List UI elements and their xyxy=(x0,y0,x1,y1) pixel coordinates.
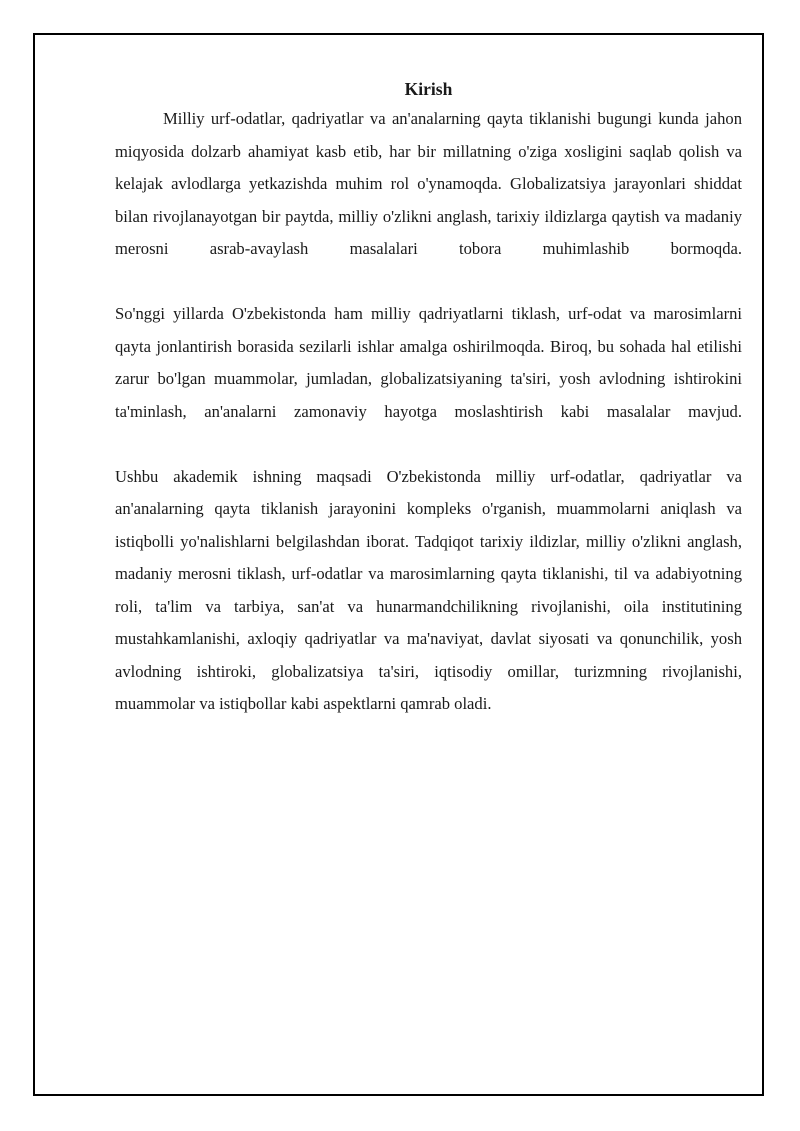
paragraph-gap xyxy=(115,266,742,299)
paragraph-intro: Milliy urf-odatlar, qadriyatlar va an'analarning qayta tiklanishi bugungi kunda jahon miqyosida dolzarb ahamiyat kasb etib, har bir millatning o'ziga xosligini saqlab qolish va kelajak avlodlarga yetkazishda muhim rol o'ynamoqda. Globalizatsiya jarayonlari shiddat bilan rivojlanayotgan bir paytda, milliy o'zlikni anglash, tarixiy ildizlarga qaytish va madaniy merosni asrab-avaylash masalalari tobora muhimlashib bormoqda. xyxy=(115,109,742,258)
paragraph-recent-years: So'nggi yillarda O'zbekistonda ham milliy qadriyatlarni tiklash, urf-odat va marosimlarni qayta jonlantirish borasida sezilarli ishlar amalga oshirilmoqda. Biroq, bu sohada hal etilishi zarur bo'lgan muammolar, jumladan, globalizatsiyaning ta'siri, yosh avlodning ishtirokini ta'minlash, an'analarni zamonaviy hayotga moslashtirish kabi masalalar mavjud. xyxy=(115,304,742,421)
document-body xyxy=(115,76,742,721)
document-title: Kirish xyxy=(404,79,453,99)
paragraph-aim: Ushbu akademik ishning maqsadi O'zbekistonda milliy urf-odatlar, qadriyatlar va an'analarning qayta tiklanish jarayonini kompleks o'rganish, muammolarni aniqlash va istiqbolli yo'nalishlarni belgilashdan iborat. Tadqiqot tarixiy ildizlar, milliy o'zlikni anglash, madaniy merosni tiklash, urf-odatlar va marosimlarning qayta tiklanishi, til va adabiyotning roli, ta'lim va tarbiya, san'at va hunarmandchilikning rivojlanishi, oila institutining mustahkamlanishi, axloqiy qadriyatlar va ma'naviyat, davlat siyosati va qonunchilik, yosh avlodning ishtiroki, globalizatsiya ta'siri, iqtisodiy omillar, turizmning rivojlanishi, muammolar va istiqbollar kabi aspektlarni qamrab oladi. xyxy=(115,466,742,713)
paragraph-gap xyxy=(115,428,742,461)
